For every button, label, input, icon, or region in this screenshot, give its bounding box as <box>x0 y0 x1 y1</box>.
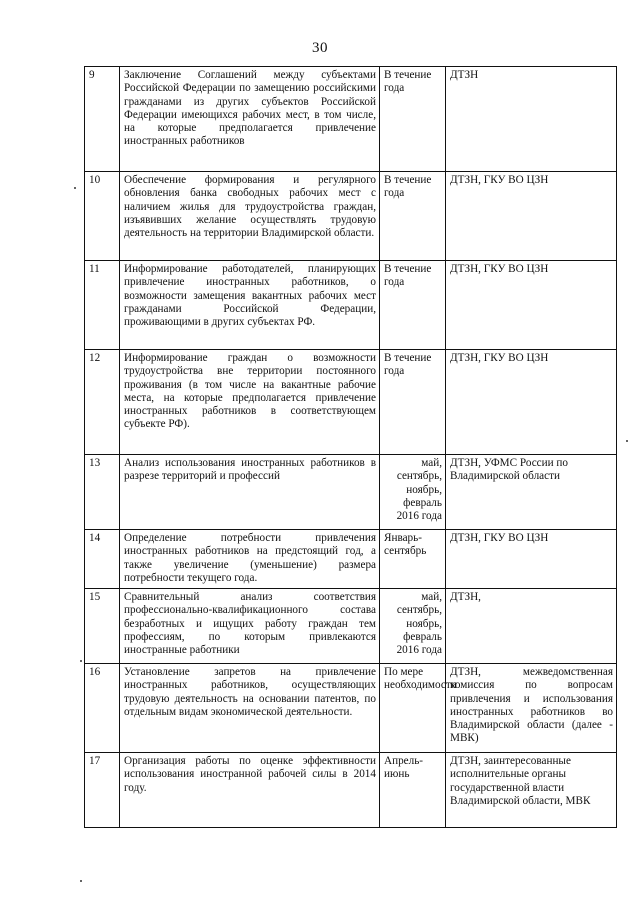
activity-cell: Организация работы по оценке эффективности использования иностранной рабочей силы в 2014 году. <box>120 753 380 828</box>
executor-cell: ДТЗН, ГКУ ВО ЦЗН <box>446 350 617 455</box>
scan-speck <box>626 440 628 442</box>
term-cell: май, сентябрь, ноябрь, февраль 2016 года <box>380 455 446 530</box>
executor-cell: ДТЗН, УФМС России по Владимирской области <box>446 455 617 530</box>
plan-table <box>84 66 617 828</box>
activity-cell: Сравнительный анализ соответствия профессионально-квалификационного состава безработных и ищущих работу граждан тем профессиям, по которым привлекаются иностранные работники <box>120 589 380 664</box>
activity-cell: Информирование граждан о возможности трудоустройства вне территории постоянного проживания (в том числе на вакантные рабочие места, на которые предполагается привлечение иностранных работников в соответствующем субъекте РФ). <box>120 350 380 455</box>
table-row <box>85 530 617 589</box>
scan-speck <box>80 880 82 882</box>
term-cell: В течение года <box>380 172 446 261</box>
term-cell: В течение года <box>380 261 446 350</box>
executor-cell: ДТЗН <box>446 67 617 172</box>
page-number: 30 <box>312 40 328 56</box>
term-cell: В течение года <box>380 350 446 455</box>
row-number: 15 <box>85 589 120 664</box>
executor-cell: ДТЗН, ГКУ ВО ЦЗН <box>446 530 617 589</box>
row-number: 10 <box>85 172 120 261</box>
table-row <box>85 172 617 261</box>
term-cell: Апрель-июнь <box>380 753 446 828</box>
table-row <box>85 67 617 172</box>
row-number: 9 <box>85 67 120 172</box>
scan-speck <box>74 187 76 189</box>
row-number: 16 <box>85 664 120 753</box>
activity-cell: Информирование работодателей, планирующих привлечение иностранных работников, о возможности замещения вакантных рабочих мест гражданами Российской Федерации, проживающими в других субъектах РФ. <box>120 261 380 350</box>
executor-cell: ДТЗН, ГКУ ВО ЦЗН <box>446 172 617 261</box>
activity-cell: Заключение Соглашений между субъектами Российской Федерации по замещению российскими гражданами из других субъектов Российской Федерации имеющихся рабочих мест, в том числе, на которые предполагается привлечение иностранных работников <box>120 67 380 172</box>
table-row <box>85 261 617 350</box>
row-number: 17 <box>85 753 120 828</box>
executor-cell: ДТЗН, ГКУ ВО ЦЗН <box>446 261 617 350</box>
table-row <box>85 664 617 753</box>
table-row <box>85 589 617 664</box>
table-row <box>85 753 617 828</box>
executor-cell: ДТЗН, заинтересованные исполнительные органы государственной власти Владимирской области, МВК <box>446 753 617 828</box>
term-cell: май, сентябрь, ноябрь, февраль 2016 года <box>380 589 446 664</box>
activity-cell: Определение потребности привлечения иностранных работников на предстоящий год, а также увеличение (уменьшение) размера потребности текущего года. <box>120 530 380 589</box>
row-number: 14 <box>85 530 120 589</box>
row-number: 13 <box>85 455 120 530</box>
executor-cell: ДТЗН, <box>446 589 617 664</box>
term-cell: Январь-сентябрь <box>380 530 446 589</box>
term-cell: В течение года <box>380 67 446 172</box>
row-number: 11 <box>85 261 120 350</box>
term-cell: По мере необходимости <box>380 664 446 753</box>
activity-cell: Анализ использования иностранных работников в разрезе территорий и профессий <box>120 455 380 530</box>
table-row <box>85 350 617 455</box>
activity-cell: Обеспечение формирования и регулярного обновления банка свободных рабочих мест с наличием жилья для трудоустройства граждан, изъявивших желание осуществлять трудовую деятельность на территории Владимирской области. <box>120 172 380 261</box>
activity-cell: Установление запретов на привлечение иностранных работников, осуществляющих трудовую деятельность на основании патентов, по отдельным видам экономической деятельности. <box>120 664 380 753</box>
row-number: 12 <box>85 350 120 455</box>
scan-speck <box>80 660 82 662</box>
executor-cell: ДТЗН, межведомственная комиссия по вопросам привлечения и использования иностранных работников во Владимирской области (далее - МВК) <box>446 664 617 753</box>
table-row <box>85 455 617 530</box>
